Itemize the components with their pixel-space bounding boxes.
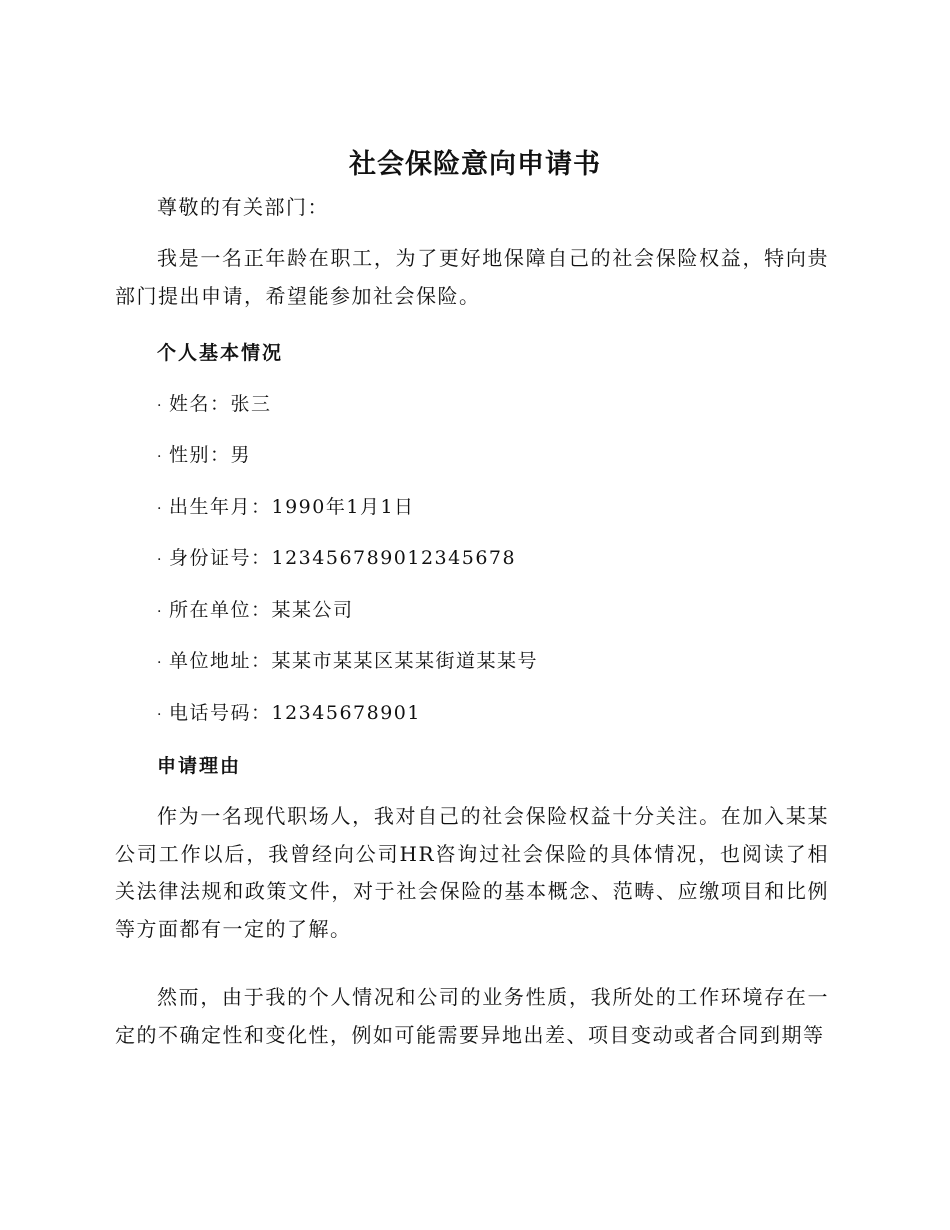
salutation: 尊敬的有关部门： (157, 195, 329, 219)
bullet-marker: · (157, 501, 163, 517)
intro-paragraph: 我是一名正年龄在职工，为了更好地保障自己的社会保险权益，特向贵部门提出申请，希望能参加社会保险。 (115, 246, 829, 308)
info-item-text: 所在单位：某某公司 (169, 599, 354, 621)
reason-paragraph-1: 作为一名现代职场人，我对自己的社会保险权益十分关注。在加入某某公司工作以后，我曾经向公司HR咨询过社会保险的具体情况，也阅读了相关法律法规和政策文件，对于社会保险的基本概念、范畴、应缴项目和比例等方面都有一定的了解。 (115, 804, 829, 941)
section-heading-reason: 申请理由 (157, 755, 242, 777)
info-item-name (157, 390, 272, 420)
info-item-phone (157, 699, 421, 729)
bullet-marker: · (157, 655, 163, 671)
info-item-employer-address (157, 647, 538, 677)
bullet-marker: · (157, 398, 163, 414)
section-heading-personal-info: 个人基本情况 (157, 342, 284, 364)
bullet-marker: · (157, 449, 163, 465)
bullet-marker: · (157, 707, 163, 723)
reason-paragraph-2: 然而，由于我的个人情况和公司的业务性质，我所处的工作环境存在一定的不确定性和变化性，例如可能需要异地出差、项目变动或者合同到期等 (115, 985, 829, 1047)
bullet-marker: · (157, 604, 163, 620)
info-item-text: 性别：男 (169, 444, 252, 466)
info-item-text: 出生年月：1990年1月1日 (169, 496, 415, 518)
document-title: 社会保险意向申请书 (349, 149, 601, 180)
info-item-text: 身份证号：123456789012345678 (169, 547, 517, 569)
info-item-text: 姓名：张三 (169, 393, 272, 415)
info-item-text: 单位地址：某某市某某区某某街道某某号 (169, 650, 539, 672)
info-item-id-number (157, 544, 516, 574)
bullet-marker: · (157, 552, 163, 568)
info-item-text: 电话号码：12345678901 (169, 702, 421, 724)
info-item-employer (157, 596, 354, 626)
info-item-birthdate (157, 493, 415, 523)
info-item-gender (157, 441, 251, 471)
